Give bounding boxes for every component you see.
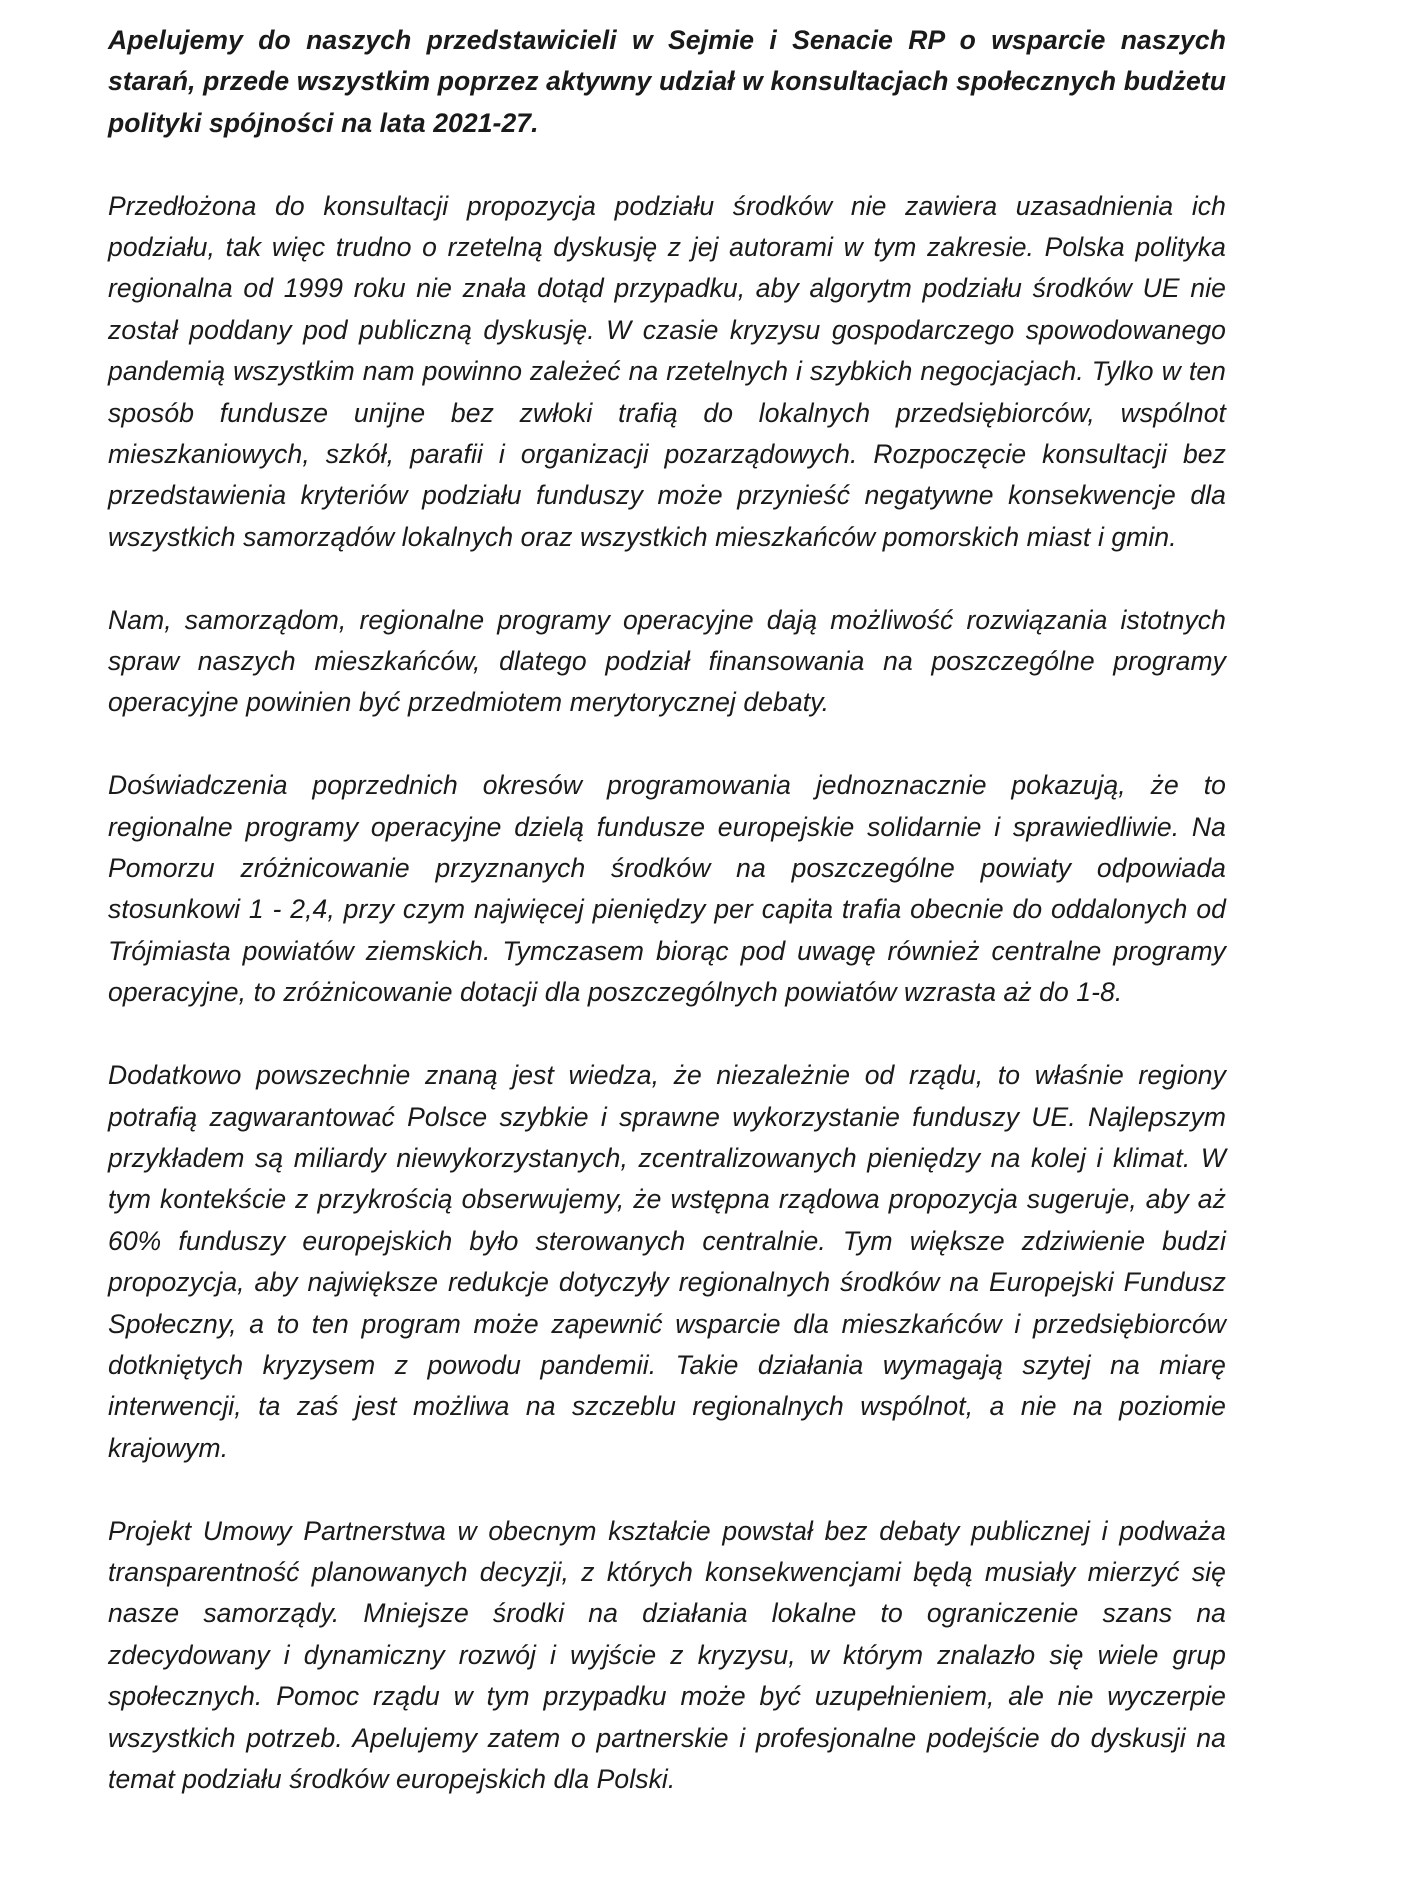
- body-paragraph-regions-efficiency: Dodatkowo powszechnie znaną jest wiedza, że niezależnie od rządu, to właśnie regiony potrafią zagwarantować Polsce szybkie i sprawne wykorzystanie funduszy UE. Najlepszym przykładem są miliardy niewykorzystanych, zcentralizowanych pieniędzy na kolej i klimat. W tym kontekście z przykrością obserwujemy, że wstępna rządowa propozycja sugeruje, aby aż 60% funduszy europejskich było sterowanych centralnie. Tym większe zdziwienie budzi propozycja, aby największe redukcje dotyczyły regionalnych środków na Europejski Fundusz Społeczny, a to ten program może zapewnić wsparcie dla mieszkańców i przedsiębiorców dotkniętych kryzysem z powodu pandemii. Takie działania wymagają szytej na miarę interwencji, ta zaś jest możliwa na szczeblu regionalnych wspólnot, a nie na poziomie krajowym.: [108, 1060, 1226, 1463]
- body-paragraph-consultation: Przedłożona do konsultacji propozycja podziału środków nie zawiera uzasadnienia ich podziału, tak więc trudno o rzetelną dyskusję z jej autorami w tym zakresie. Polska polityka regionalna od 1999 roku nie znała dotąd przypadku, aby algorytm podziału środków UE nie został poddany pod publiczną dyskusję. W czasie kryzysu gospodarczego spowodowanego pandemią wszystkim nam powinno zależeć na rzetelnych i szybkich negocjacjach. Tylko w ten sposób fundusze unijne bez zwłoki trafią do lokalnych przedsiębiorców, wspólnot mieszkaniowych, szkół, parafii i organizacji pozarządowych. Rozpoczęcie konsultacji bez przedstawienia kryteriów podziału funduszy może przynieść negatywne konsekwencje dla wszystkich samorządów lokalnych oraz wszystkich mieszkańców pomorskich miast i gmin.: [108, 190, 1226, 552]
- appeal-heading-paragraph: Apelujemy do naszych przedstawicieli w Sejmie i Senacie RP o wsparcie naszych starań, przede wszystkim poprzez aktywny udział w konsultacjach społecznych budżetu polityki spójności na lata 2021-27.: [108, 25, 1226, 138]
- body-paragraph-experience: Doświadczenia poprzednich okresów programowania jednoznacznie pokazują, że to regionalne programy operacyjne dzielą fundusze europejskie solidarnie i sprawiedliwie. Na Pomorzu zróżnicowanie przyznanych środków na poszczególne powiaty odpowiada stosunkowi 1 - 2,4, przy czym najwięcej pieniędzy per capita trafia obecnie do oddalonych od Trójmiasta powiatów ziemskich. Tymczasem biorąc pod uwagę również centralne programy operacyjne, to zróżnicowanie dotacji dla poszczególnych powiatów wzrasta aż do 1-8.: [108, 770, 1226, 1008]
- body-paragraph-regional-programs: Nam, samorządom, regionalne programy operacyjne dają możliwość rozwiązania istotnych spraw naszych mieszkańców, dlatego podział finansowania na poszczególne programy operacyjne powinien być przedmiotem merytorycznej debaty.: [108, 604, 1226, 718]
- document-page: [108, 20, 1226, 1842]
- body-paragraph-partnership-agreement: Projekt Umowy Partnerstwa w obecnym kształcie powstał bez debaty publicznej i podważa transparentność planowanych decyzji, z których konsekwencjami będą musiały mierzyć się nasze samorządy. Mniejsze środki na działania lokalne to ograniczenie szans na zdecydowany i dynamiczny rozwój i wyjście z kryzysu, w którym znalazło się wiele grup społecznych. Pomoc rządu w tym przypadku może być uzupełnieniem, ale nie wyczerpie wszystkich potrzeb. Apelujemy zatem o partnerskie i profesjonalne podejście do dyskusji na temat podziału środków europejskich dla Polski.: [108, 1515, 1226, 1794]
